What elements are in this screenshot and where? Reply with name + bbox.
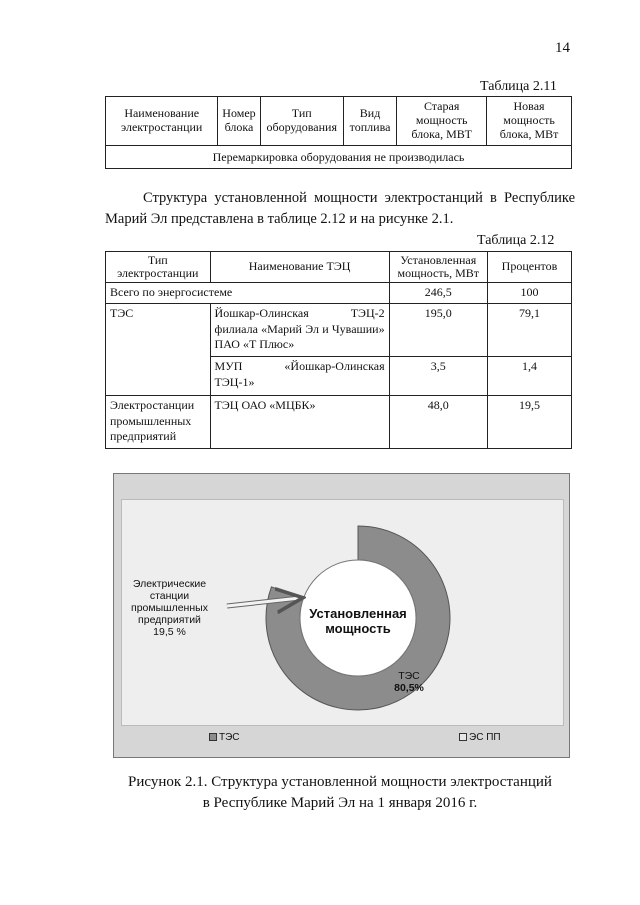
table-2-12 bbox=[105, 251, 572, 449]
table-cell: 48,0 bbox=[389, 396, 487, 449]
slice-label-value: 19,5 % bbox=[153, 626, 186, 638]
table-cell: 3,5 bbox=[389, 357, 487, 396]
table-cell: 100 bbox=[487, 283, 571, 304]
table-cell: Электростанции промышленных предприятий bbox=[106, 396, 211, 449]
table-cell: ТЭЦ ОАО «МЦБК» bbox=[210, 396, 389, 449]
table-header-cell: Тип электростанции bbox=[106, 252, 211, 283]
table-header-cell: Наименование электростанции bbox=[106, 97, 218, 146]
table-cell: 195,0 bbox=[389, 304, 487, 357]
slice-label-text: станции bbox=[149, 590, 190, 602]
table-cell: ТЭС bbox=[106, 304, 211, 396]
slice-label-text: предприятий bbox=[138, 614, 201, 626]
table-cell: 79,1 bbox=[487, 304, 571, 357]
figure-caption bbox=[105, 772, 575, 814]
legend-swatch bbox=[209, 733, 217, 741]
slice-label-tes bbox=[384, 670, 434, 694]
slice-label-value: 80,5% bbox=[394, 682, 424, 694]
table-header-cell: Тип оборудования bbox=[260, 97, 343, 146]
table-header-row bbox=[106, 252, 572, 283]
table-header-cell: Вид топлива bbox=[343, 97, 396, 146]
chart-figure bbox=[113, 473, 570, 758]
table-header-cell: Новая мощность блока, МВт bbox=[487, 97, 572, 146]
table-header-row bbox=[106, 97, 572, 146]
table-2-11-caption: Таблица 2.11 bbox=[480, 79, 557, 94]
table-row-total bbox=[106, 283, 572, 304]
table-note: Перемаркировка оборудования не производилась bbox=[106, 146, 572, 169]
table-cell: 1,4 bbox=[487, 357, 571, 396]
table-row bbox=[106, 396, 572, 449]
legend-label: ТЭС bbox=[219, 732, 240, 743]
table-cell: Всего по энергосистеме bbox=[106, 283, 390, 304]
figure-caption-line: в Республике Марий Эл на 1 января 2016 г. bbox=[202, 795, 478, 811]
slice-label-text: промышленных bbox=[131, 602, 208, 614]
table-header-cell: Старая мощность блока, МВТ bbox=[397, 97, 487, 146]
table-2-11 bbox=[105, 96, 572, 169]
slice-label-text: Электрические bbox=[132, 578, 207, 590]
legend-swatch bbox=[459, 733, 467, 741]
table-cell: МУП «Йошкар-Олинская ТЭЦ-1» bbox=[210, 357, 389, 396]
figure-caption-line: Рисунок 2.1. Структура установленной мощности электростанций bbox=[128, 774, 552, 790]
legend-label: ЭС ПП bbox=[469, 732, 501, 743]
page-number: 14 bbox=[555, 40, 570, 56]
table-row bbox=[106, 304, 572, 357]
table-cell: 246,5 bbox=[389, 283, 487, 304]
slice-label-industrial bbox=[122, 578, 217, 638]
table-header-cell: Номер блока bbox=[218, 97, 260, 146]
chart-plot-area bbox=[121, 499, 564, 726]
table-header-cell: Наименование ТЭЦ bbox=[210, 252, 389, 283]
table-2-12-caption: Таблица 2.12 bbox=[477, 233, 555, 248]
donut-center-line: Установленная bbox=[309, 606, 407, 621]
donut-center-line: мощность bbox=[325, 621, 391, 636]
table-header-cell: Процентов bbox=[487, 252, 571, 283]
slice-label-text: ТЭС bbox=[398, 670, 420, 682]
legend-item-tes bbox=[209, 732, 240, 743]
legend-item-espp bbox=[459, 732, 501, 743]
body-paragraph: Структура установленной мощности электростанций в Республике Марий Эл представлена в таблице 2.12 и на рисунке 2.1. bbox=[105, 190, 575, 227]
donut-center-label bbox=[298, 606, 418, 636]
table-cell: Йошкар-Олинская ТЭЦ-2 филиала «Марий Эл и Чувашии» ПАО «Т Плюс» bbox=[210, 304, 389, 357]
table-header-cell: Установленная мощность, МВт bbox=[389, 252, 487, 283]
table-row bbox=[106, 146, 572, 169]
table-cell: 19,5 bbox=[487, 396, 571, 449]
